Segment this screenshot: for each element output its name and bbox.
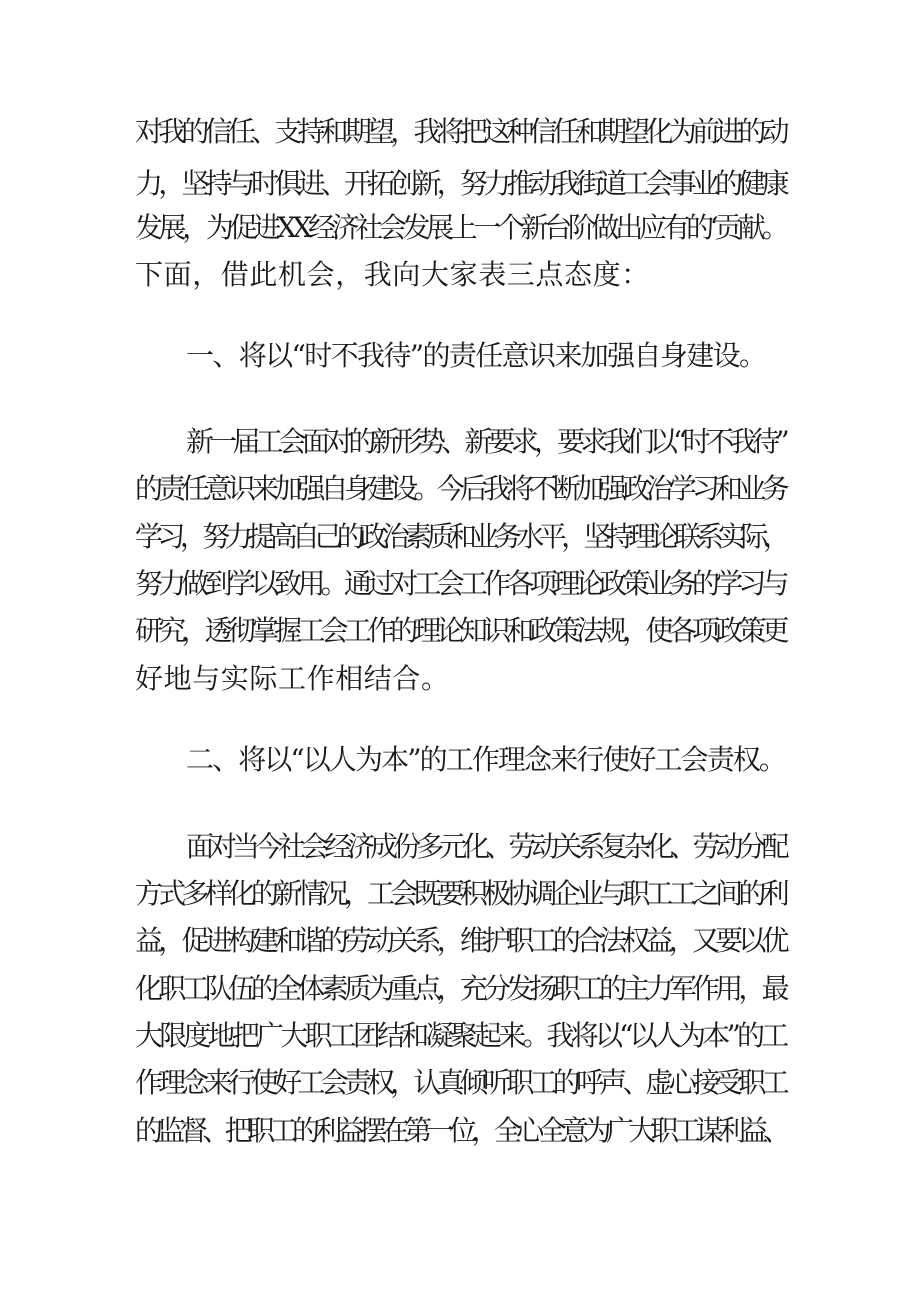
text-line: 好地与实际工作相结合。	[135, 662, 450, 695]
text-line: 力，坚持与时俱进、开拓创新，努力推动我街道工会事业的健康	[135, 167, 785, 200]
text-line: 的责任意识来加强自身建设。今后我将不断加强政治学习和业务	[135, 472, 785, 505]
text-line: 下面，借此机会，我向大家表三点态度：	[135, 258, 650, 291]
text-line: 方式多样化的新情况，工会既要积极协调企业与职工工之间的利	[135, 877, 785, 910]
text-line: 面对当今社会经济成份多元化、劳动关系复杂化、劳动分配	[186, 830, 785, 863]
text-line: 益，促进构建和谐的劳动关系，维护职工的合法权益，又要以优	[135, 924, 785, 957]
text-line: 化职工队伍的全体素质为重点，充分发扬职工的主力军作用，最	[135, 972, 785, 1005]
text-line: 的监督、把职工的利益摆在第一位，全心全意为广大职工谋利益、	[135, 1114, 786, 1147]
text-line: 作理念来行使好工会责权，认真倾听职工的呼声、虚心接受职工	[135, 1066, 785, 1099]
text-line: 研究，透彻掌握工会工作的理论知识和政策法规，使各项政策更	[135, 614, 785, 647]
text-line: 学习，努力提高自己的政治素质和业务水平，坚持理论联系实际，	[135, 520, 786, 553]
text-line: 发展，为促进XX经济社会发展上一个新台阶做出应有的‘贡献。	[135, 211, 786, 244]
text-line: 大限度地把广大职工团结和凝聚起来。我将以“以人为本”的工	[135, 1019, 786, 1052]
text-line: 新一届工会面对的新形势、新要求，要求我们以“时不我待”	[186, 425, 785, 458]
section-heading-one: 一、将以“时不我待”的责任意识来加强自身建设。	[186, 339, 766, 372]
text-line: 努力做到学以致用。通过对工会工作各项理论政策业务的学习与	[135, 567, 785, 600]
section-heading-two: 二、将以“以人为本”的工作理念来行使好工会责权。	[186, 743, 786, 776]
text-line: 对我的信任、支持和期望，我将把这种信任和期望化为前进的动	[135, 115, 785, 148]
